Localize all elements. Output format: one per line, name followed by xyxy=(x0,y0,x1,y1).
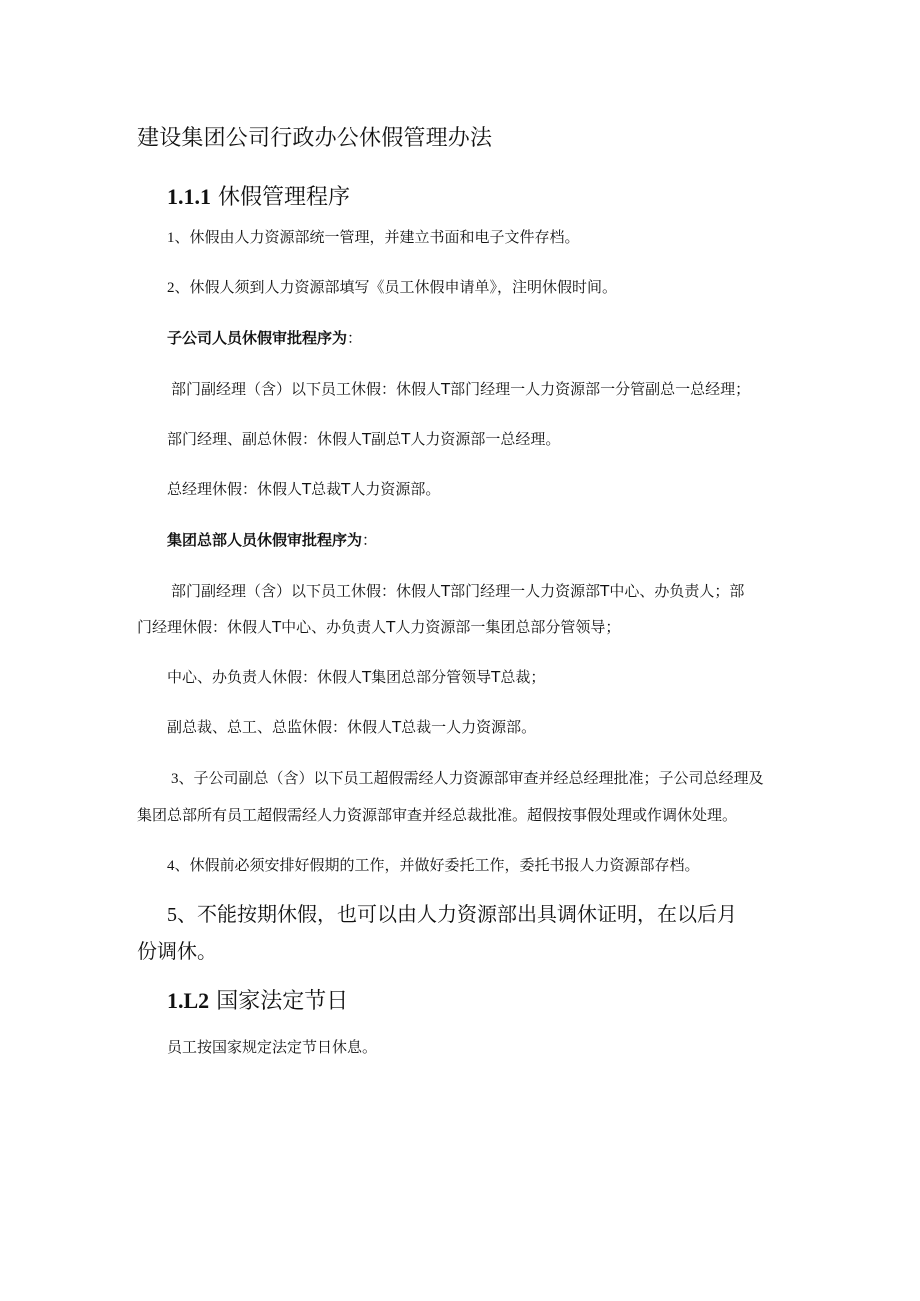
item-text: 休假前必须安排好假期的工作，并做好委托工作，委托书报人力资源部存档。 xyxy=(189,856,700,874)
document-title: 建设集团公司行政办公休假管理办法 xyxy=(137,126,493,151)
subsidiary-rule: 部门经理、副总休假：休假人T副总T人力资源部一总经理。 xyxy=(167,430,561,448)
paragraph-item-4 xyxy=(167,858,700,874)
item-number: 5、 xyxy=(167,904,197,926)
item-text: 休假由人力资源部统一管理，并建立书面和电子文件存档。 xyxy=(189,228,580,246)
paragraph-item-5 xyxy=(167,904,737,925)
item-number: 4、 xyxy=(167,858,190,874)
subheading-text: 子公司人员休假审批程序为 xyxy=(167,329,348,347)
item-number: 1、 xyxy=(167,230,190,246)
item-number: 2、 xyxy=(167,280,190,296)
subheading-text: 集团总部人员休假审批程序为 xyxy=(167,531,363,549)
section-heading-1-1-1 xyxy=(167,186,350,209)
paragraph-continuation: 集团总部所有员工超假需经人力资源部审查并经总裁批准。超假按事假处理或作调休处理。 xyxy=(137,806,738,824)
section-title: 休假管理程序 xyxy=(218,185,351,210)
paragraph-item-2 xyxy=(167,280,617,296)
subsidiary-rule: 部门副经理（含）以下员工休假：休假人T部门经理一人力资源部一分管副总一总经理； xyxy=(171,380,751,398)
section-number: 1.L2 xyxy=(167,988,210,1013)
hq-rule-continuation: 门经理休假：休假人T中心、办负责人T人力资源部一集团总部分管领导； xyxy=(137,618,621,636)
section-heading-1-1-2 xyxy=(167,990,348,1013)
paragraph-item-3 xyxy=(171,771,764,787)
hq-rule: 中心、办负责人休假：休假人T集团总部分管领导T总裁； xyxy=(167,668,546,686)
subheading-colon: ： xyxy=(347,329,363,347)
paragraph-item-1 xyxy=(167,230,580,246)
hq-approval-heading xyxy=(167,533,377,548)
item-text: 休假人须到人力资源部填写《员工休假申请单》，注明休假时间。 xyxy=(189,278,618,296)
subheading-colon: ： xyxy=(362,531,378,549)
holiday-paragraph: 员工按国家规定法定节日休息。 xyxy=(167,1038,378,1056)
item-text: 不能按期休假，也可以由人力资源部出具调休证明，在以后月 xyxy=(197,902,737,926)
hq-rule: 副总裁、总工、总监休假：休假人T总裁一人力资源部。 xyxy=(167,718,537,736)
subsidiary-rule: 总经理休假：休假人T总裁T人力资源部。 xyxy=(167,480,441,498)
hq-rule: 部门副经理（含）以下员工休假：休假人T部门经理一人力资源部T中心、办负责人；部 xyxy=(171,582,745,600)
subsidiary-approval-heading xyxy=(167,331,362,346)
section-number: 1.1.1 xyxy=(167,184,211,209)
paragraph-continuation: 份调休。 xyxy=(137,939,217,963)
item-text: 子公司副总（含）以下员工超假需经人力资源部审查并经总经理批准；子公司总经理及 xyxy=(193,769,764,787)
section-title: 国家法定节日 xyxy=(216,989,349,1014)
item-number: 3、 xyxy=(171,771,194,787)
